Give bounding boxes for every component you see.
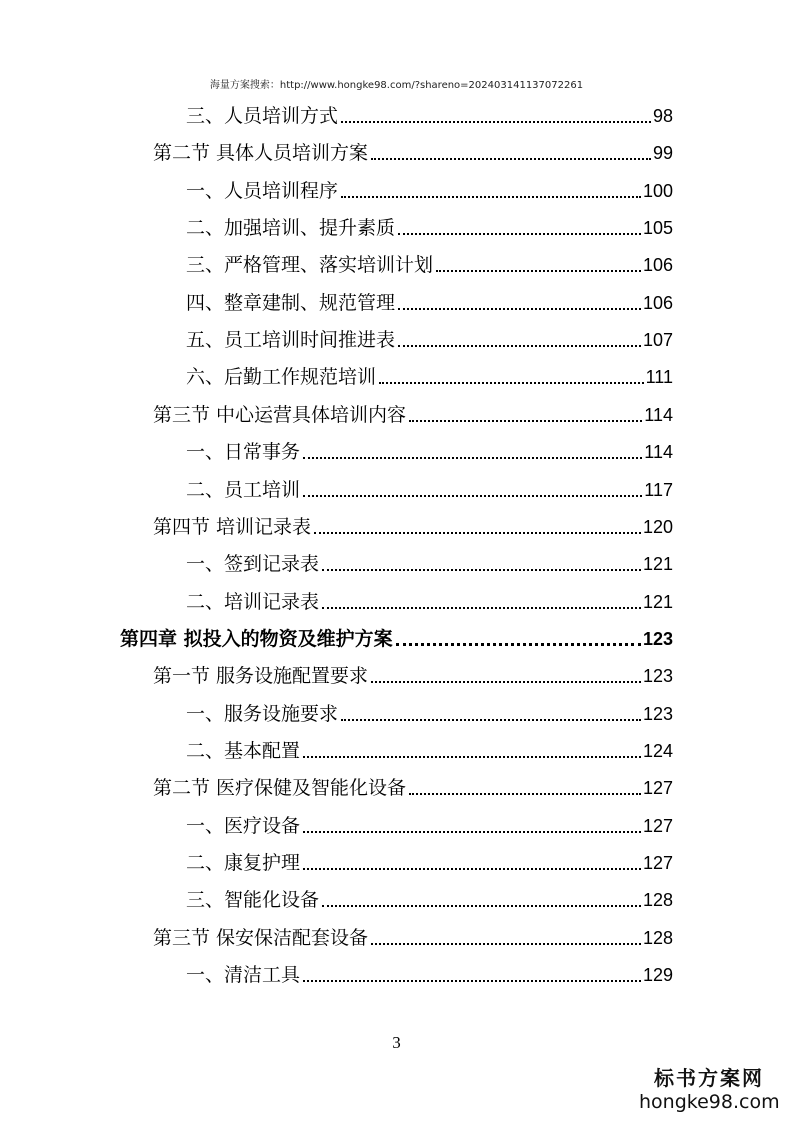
toc-entry-title: 五、员工培训时间推进表 [186, 329, 396, 352]
toc-leader-dots [341, 121, 651, 123]
toc-leader-dots [396, 643, 641, 646]
toc-entry-title: 二、康复护理 [186, 852, 301, 874]
toc-subsection-entry[interactable] [186, 213, 673, 243]
toc-leader-dots [398, 345, 641, 347]
toc-section-entry[interactable] [153, 512, 673, 542]
toc-entry-page: 128 [642, 927, 673, 948]
toc-entry-page: 100 [642, 180, 673, 201]
toc-entry-title: 一、清洁工具 [186, 964, 301, 987]
toc-leader-dots [371, 158, 651, 160]
toc-entry-page: 129 [642, 965, 673, 986]
toc-entry-page: 98 [652, 106, 673, 126]
toc-entry-title: 第二节 具体人员培训方案 [153, 142, 369, 165]
toc-entry-title: 三、人员培训方式 [186, 105, 339, 127]
toc-entry-title: 二、员工培训 [186, 478, 301, 501]
toc-leader-dots [341, 719, 641, 721]
toc-subsection-entry[interactable] [186, 848, 673, 878]
toc-entry-title: 一、签到记录表 [186, 553, 320, 576]
toc-leader-dots [379, 382, 644, 384]
toc-entry-title: 二、培训记录表 [186, 590, 320, 613]
watermark-domain: hongke98.com [639, 1091, 780, 1113]
toc-entry-page: 121 [642, 554, 673, 575]
toc-subsection-entry[interactable] [186, 101, 673, 131]
toc-leader-dots [341, 196, 641, 198]
toc-entry-page: 105 [642, 218, 673, 239]
toc-subsection-entry[interactable] [186, 736, 673, 766]
toc-subsection-entry[interactable] [186, 811, 673, 841]
watermark-name: 标书方案网 [654, 1066, 764, 1090]
toc-entry-title: 第四节 培训记录表 [153, 515, 312, 538]
toc-entry-title: 一、服务设施要求 [186, 702, 339, 725]
toc-subsection-entry[interactable] [186, 549, 673, 579]
toc-leader-dots [303, 756, 641, 758]
toc-leader-dots [398, 233, 641, 235]
toc-section-entry[interactable] [153, 661, 673, 691]
toc-entry-page: 123 [642, 628, 673, 649]
toc-entry-title: 二、基本配置 [186, 739, 301, 762]
toc-subsection-entry[interactable] [186, 250, 673, 280]
toc-entry-page: 107 [642, 330, 673, 351]
toc-entry-page: 117 [644, 479, 673, 500]
toc-entry-page: 123 [642, 703, 673, 724]
toc-entry-title: 三、严格管理、落实培训计划 [186, 254, 434, 277]
toc-leader-dots [371, 943, 641, 945]
toc-section-entry[interactable] [153, 138, 673, 168]
toc-section-entry[interactable] [153, 923, 673, 953]
toc-entry-title: 第二节 医疗保健及智能化设备 [153, 777, 407, 800]
toc-subsection-entry[interactable] [186, 587, 673, 617]
toc-leader-dots [409, 793, 641, 795]
toc-entry-title: 第一节 服务设施配置要求 [153, 665, 369, 688]
toc-entry-title: 一、医疗设备 [186, 814, 301, 837]
toc-subsection-entry[interactable] [186, 362, 673, 392]
toc-entry-page: 124 [642, 740, 673, 761]
toc-chapter-entry[interactable] [120, 624, 673, 654]
toc-entry-page: 128 [642, 890, 673, 911]
toc-entry-title: 一、日常事务 [186, 441, 301, 464]
toc-entry-title: 四、整章建制、规范管理 [186, 291, 396, 314]
toc-entry-page: 121 [642, 591, 673, 612]
toc-entry-title: 第三节 中心运营具体培训内容 [153, 403, 407, 426]
toc-leader-dots [371, 681, 641, 683]
toc-leader-dots [322, 607, 641, 609]
toc-leader-dots [322, 905, 641, 907]
toc-entry-title: 六、后勤工作规范培训 [186, 366, 377, 389]
toc-entry-title: 第四章 拟投入的物资及维护方案 [120, 627, 393, 650]
toc-leader-dots [303, 495, 642, 497]
page-header-url: 海量方案搜索：http://www.hongke98.com/?shareno=202403141137072261 [209, 80, 584, 91]
toc-entry-page: 114 [644, 442, 673, 463]
toc-leader-dots [303, 868, 641, 870]
toc-entry-page: 123 [642, 666, 673, 687]
toc-entry-page: 106 [642, 255, 673, 276]
toc-entry-title: 三、智能化设备 [186, 889, 320, 912]
toc-entry-page: 106 [642, 292, 673, 313]
toc-entry-page: 127 [642, 778, 673, 799]
toc-subsection-entry[interactable] [186, 960, 673, 990]
toc-leader-dots [303, 457, 642, 459]
toc-subsection-entry[interactable] [186, 325, 673, 355]
toc-leader-dots [322, 569, 641, 571]
toc-entry-title: 二、加强培训、提升素质 [186, 217, 396, 240]
toc-leader-dots [398, 308, 641, 310]
watermark-logo [639, 1066, 779, 1114]
toc-entry-page: 127 [642, 853, 673, 873]
toc-entry-title: 一、人员培训程序 [186, 179, 339, 202]
toc-section-entry[interactable] [153, 400, 673, 430]
toc-entry-page: 120 [642, 516, 673, 537]
toc-subsection-entry[interactable] [186, 437, 673, 467]
toc-leader-dots [303, 980, 641, 982]
toc-leader-dots [303, 831, 641, 833]
toc-subsection-entry[interactable] [186, 288, 673, 318]
toc-entry-page: 111 [645, 367, 673, 388]
toc-subsection-entry[interactable] [186, 176, 673, 206]
toc-entry-page: 99 [652, 143, 673, 164]
toc-section-entry[interactable] [153, 773, 673, 803]
toc-entry-page: 127 [642, 815, 673, 836]
toc-subsection-entry[interactable] [186, 475, 673, 505]
toc-leader-dots [314, 532, 641, 534]
toc-entry-title: 第三节 保安保洁配套设备 [153, 926, 369, 949]
toc-leader-dots [409, 420, 642, 422]
toc-subsection-entry[interactable] [186, 885, 673, 915]
toc-subsection-entry[interactable] [186, 699, 673, 729]
page-number: 3 [392, 1033, 401, 1052]
toc-entry-page: 114 [644, 404, 673, 425]
toc-leader-dots [436, 270, 641, 272]
